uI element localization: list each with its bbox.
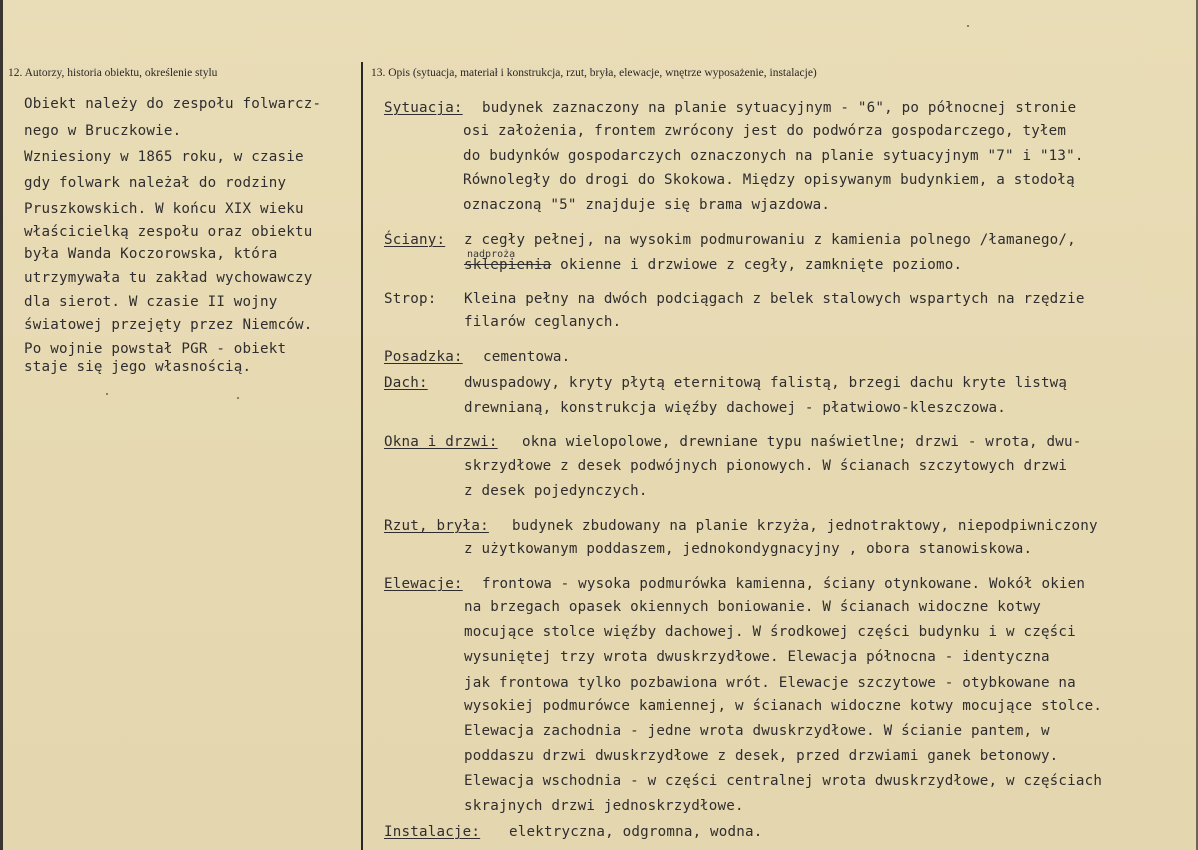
- struck-word: sklepienia: [464, 257, 552, 273]
- label-dach: Dach:: [384, 375, 428, 391]
- sytuacja-line: Równoległy do drogi do Skokowa. Między opisywanym budynkiem, a stodołą: [463, 172, 1075, 188]
- elewacje-line: mocujące stolce więźby dachowej. W środkowej części budynku i w części: [464, 624, 1076, 640]
- instalacje-value: elektryczna, odgromna, wodna.: [509, 824, 763, 840]
- label-instalacje: Instalacje:: [384, 824, 481, 840]
- history-line: nego w Bruczkowie.: [24, 123, 182, 139]
- history-line: utrzymywała tu zakład wychowawczy: [24, 270, 313, 286]
- dach-line: drewnianą, konstrukcja więźby dachowej - płatwiowo-kleszczowa.: [464, 400, 1006, 416]
- section-13-header: 13. Opis (sytuacja, materiał i konstrukcja, rzut, bryła, elewacje, wnętrze wyposażenie, instalacje): [371, 67, 817, 79]
- history-line: dla sierot. W czasie II wojny: [24, 294, 278, 310]
- label-elewacje: Elewacje:: [384, 576, 463, 592]
- sciany-line-2-rest: okienne i drzwiowe z cegły, zamknięte poziomo.: [551, 257, 963, 273]
- elewacje-line: frontowa - wysoka podmurówka kamienna, ściany otynkowane. Wokół okien: [482, 576, 1086, 592]
- okna-line: skrzydłowe z desek podwójnych pionowych. W ścianach szczytowych drzwi: [464, 458, 1068, 474]
- sciany-line: z cegły pełnej, na wysokim podmurowaniu z kamienia polnego /łamanego/,: [464, 232, 1076, 248]
- elewacje-line: wysokiej podmurówce kamiennej, w ścianach widoczne kotwy mocujące stolce.: [464, 698, 1103, 714]
- history-line: Pruszkowskich. W końcu XIX wieku: [24, 201, 304, 217]
- label-sytuacja: Sytuacja:: [384, 100, 463, 116]
- history-line: światowej przejęty przez Niemców.: [24, 317, 313, 333]
- strop-line: filarów ceglanych.: [464, 314, 622, 330]
- column-divider: [361, 62, 363, 850]
- sytuacja-line: oznaczoną "5" znajduje się brama wjazdowa.: [463, 197, 831, 213]
- elewacje-line: skrajnych drzwi jednoskrzydłowe.: [464, 798, 744, 814]
- paper-speck: [106, 393, 108, 395]
- label-okna: Okna i drzwi:: [384, 434, 498, 450]
- dach-line: dwuspadowy, kryty płytą eternitową falistą, brzegi dachu kryte listwą: [464, 375, 1068, 391]
- posadzka-value: cementowa.: [483, 349, 571, 365]
- sciany-line-2: [464, 257, 962, 273]
- card-left-edge: [0, 0, 3, 850]
- history-line: Po wojnie powstał PGR - obiekt: [24, 341, 287, 357]
- rzut-line: z użytkowanym poddaszem, jednokondygnacyjny , obora stanowiskowa.: [464, 541, 1033, 557]
- label-posadzka: Posadzka:: [384, 349, 463, 365]
- paper-speck: [237, 397, 239, 399]
- elewacje-line: wysuniętej trzy wrota dwuskrzydłowe. Elewacja północna - identyczna: [464, 649, 1050, 665]
- sytuacja-line: budynek zaznaczony na planie sytuacyjnym - "6", po północnej stronie: [482, 100, 1077, 116]
- sytuacja-line: osi założenia, frontem zwrócony jest do podwórza gospodarczego, tyłem: [463, 123, 1067, 139]
- paper-speck: [967, 25, 969, 27]
- label-sciany: Ściany:: [384, 232, 446, 248]
- strop-line: Kleina pełny na dwóch podciągach z belek stalowych wspartych na rzędzie: [464, 291, 1085, 307]
- elewacje-line: Elewacja zachodnia - jedne wrota dwuskrzydłowe. W ścianie pantem, w: [464, 723, 1050, 739]
- elewacje-line: Elewacja wschodnia - w części centralnej wrota dwuskrzydłowe, w częściach: [464, 773, 1103, 789]
- okna-line: okna wielopolowe, drewniane typu naświetlne; drzwi - wrota, dwu-: [522, 434, 1082, 450]
- history-line: gdy folwark należał do rodziny: [24, 175, 287, 191]
- label-strop: Strop:: [384, 291, 437, 307]
- history-line: Obiekt należy do zespołu folwarcz-: [24, 96, 322, 112]
- history-line: właścicielką zespołu oraz obiektu: [24, 224, 313, 240]
- sytuacja-line: do budynków gospodarczych oznaczonych na planie sytuacyjnym "7" i "13".: [463, 148, 1084, 164]
- elewacje-line: poddaszu drzwi dwuskrzydłowe z desek, przed drzwiami ganek betonowy.: [464, 748, 1059, 764]
- label-rzut: Rzut, bryła:: [384, 518, 489, 534]
- history-line: staje się jego własnością.: [24, 359, 252, 375]
- history-line: była Wanda Koczorowska, która: [24, 246, 278, 262]
- elewacje-line: na brzegach opasek okiennych boniowanie. W ścianach widoczne kotwy: [464, 599, 1041, 615]
- history-line: Wzniesiony w 1865 roku, w czasie: [24, 149, 304, 165]
- handwritten-correction: nadproża: [467, 249, 516, 260]
- okna-line: z desek pojedynczych.: [464, 483, 648, 499]
- elewacje-line: jak frontowa tylko pozbawiona wrót. Elewacje szczytowe - otybkowane na: [464, 675, 1076, 691]
- rzut-line: budynek zbudowany na planie krzyża, jednotraktowy, niepodpiwniczony: [512, 518, 1098, 534]
- section-12-header: 12. Autorzy, historia obiektu, określenie stylu: [8, 67, 218, 79]
